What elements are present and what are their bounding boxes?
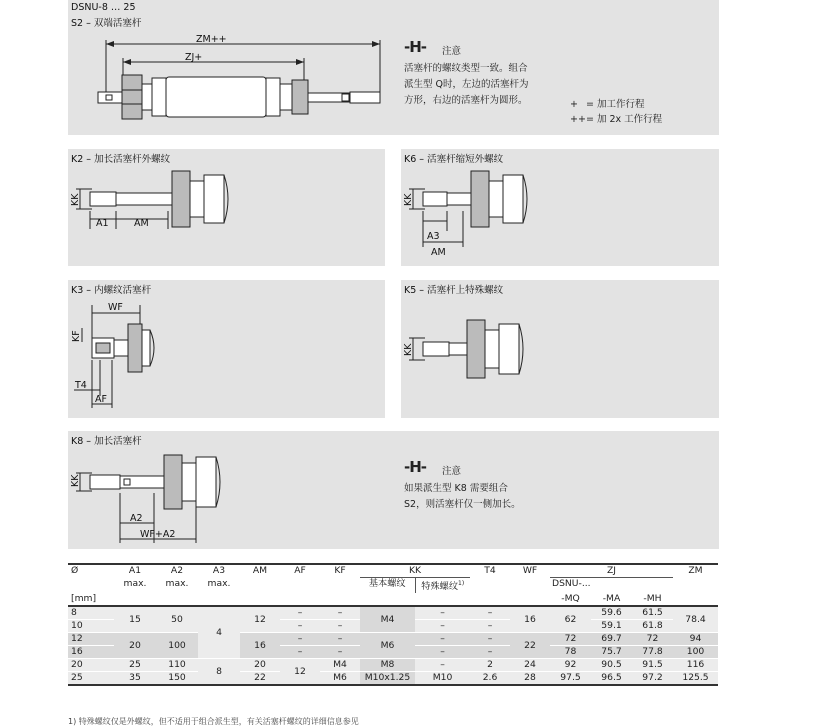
dimension-table: Ø A1 A2 A3 AM AF KF KK T4 WF ZJ ZM max. max. max. 基本螺纹 特殊螺纹$^{1)}$ DSNU-... [mm] -MQ -MA -MH 8 15 50 4 12 – – M4 – – 16 62 59.6 61.5 78.4 10 – – – – 59.1 61.8 12 20 100 16 – – M6 – – 22 72 69.7 72 94 16 – – – – 78 75.7 77.8 100 20 25 110 8 20 12 M4 M8 – 2 24 92 90.5 91.5 116 25 35 150 22 M6 M10x1.25 M10 2.6 28 97.5 96.5 97.2 125.5 <box>68 563 718 686</box>
table-row: 8 15 50 4 12 – – M4 – – 16 62 59.6 61.5 78.4 <box>68 606 718 620</box>
dim-wf-a2: WF+A2 <box>140 529 176 540</box>
dim-kk: KK <box>403 193 414 206</box>
k6-panel <box>401 149 719 266</box>
col-a2: A2 <box>156 564 198 578</box>
s2-note-text: 活塞杆的螺纹类型一致。组合 派生型 Q时，左边的活塞杆为 方形，右边的活塞杆为圆形。 <box>404 63 529 106</box>
table-row: 20 25 110 8 20 12 M4 M8 – 2 24 92 90.5 91.5 116 <box>68 659 718 672</box>
dim-kk: KK <box>70 474 81 487</box>
col-dia: Ø <box>68 564 114 578</box>
k5-caption: K5 – 活塞杆上特殊螺纹 <box>404 285 504 296</box>
col-wf: WF <box>510 564 550 578</box>
dim-a1: A1 <box>96 218 109 229</box>
s2-drawing <box>68 0 398 135</box>
col-a3: A3 <box>198 564 240 578</box>
stroke-legend: + = 加工作行程 ++= 加 2x 工作行程 <box>570 99 663 125</box>
k3-panel <box>68 280 385 418</box>
k8-panel <box>68 431 719 549</box>
s2-note-icon: -H- <box>404 38 427 56</box>
k2-drawing <box>68 149 385 266</box>
col-t4: T4 <box>470 564 510 578</box>
k8-note-icon: -H- <box>404 458 427 476</box>
table-row: 16 – – – – 78 75.7 77.8 100 <box>68 646 718 659</box>
col-zm: ZM <box>673 564 718 578</box>
dim-am: AM <box>134 218 149 229</box>
s2-note-label: 注意 <box>442 46 462 57</box>
dim-am: AM <box>431 247 446 258</box>
s2-caption: S2 – 双端活塞杆 <box>71 18 142 29</box>
footnote: 1) 特殊螺纹仅是外螺纹，但不适用于组合派生型，有关活塞杆螺纹的详细信息参见 <box>68 717 359 726</box>
k2-panel <box>68 149 385 266</box>
s2-panel <box>68 0 719 135</box>
k8-note-text: 如果派生型 K8 需要组合 S2，则活塞杆仅一侧加长。 <box>404 483 521 510</box>
k6-caption: K6 – 活塞杆缩短外螺纹 <box>404 154 504 165</box>
dim-kk: KK <box>70 193 81 206</box>
k8-caption: K8 – 加长活塞杆 <box>71 436 142 447</box>
k6-drawing <box>401 149 719 266</box>
dim-zm: ZM++ <box>196 34 227 45</box>
k2-caption: K2 – 加长活塞杆外螺纹 <box>71 154 171 165</box>
dim-zj: ZJ+ <box>185 52 203 63</box>
col-af: AF <box>280 564 320 578</box>
dim-kf: KF <box>71 330 82 342</box>
dim-a3: A3 <box>427 231 440 242</box>
dim-a2: A2 <box>130 513 143 524</box>
dim-t4: T4 <box>75 380 87 391</box>
table-row: 25 35 150 22 M6 M10x1.25 M10 2.6 28 97.5 96.5 97.2 125.5 <box>68 672 718 686</box>
col-a1: A1 <box>114 564 156 578</box>
k5-panel <box>401 280 719 418</box>
k3-caption: K3 – 内螺纹活塞杆 <box>71 285 152 296</box>
k3-drawing <box>68 280 385 418</box>
table-row: 10 – – – – 59.1 61.8 <box>68 620 718 633</box>
k5-drawing <box>401 280 719 418</box>
dim-kk: KK <box>403 343 414 356</box>
dim-af: AF <box>95 394 107 405</box>
series-title: DSNU-8 … 25 <box>71 2 136 13</box>
col-zj: ZJ <box>550 564 673 578</box>
table-row: 12 20 100 16 – – M6 – – 22 72 69.7 72 94 <box>68 633 718 646</box>
col-kf: KF <box>320 564 360 578</box>
col-kk: KK <box>360 564 470 578</box>
k8-drawing <box>68 431 398 549</box>
k8-note-label: 注意 <box>442 466 462 477</box>
col-am: AM <box>240 564 280 578</box>
dim-wf: WF <box>108 302 123 313</box>
